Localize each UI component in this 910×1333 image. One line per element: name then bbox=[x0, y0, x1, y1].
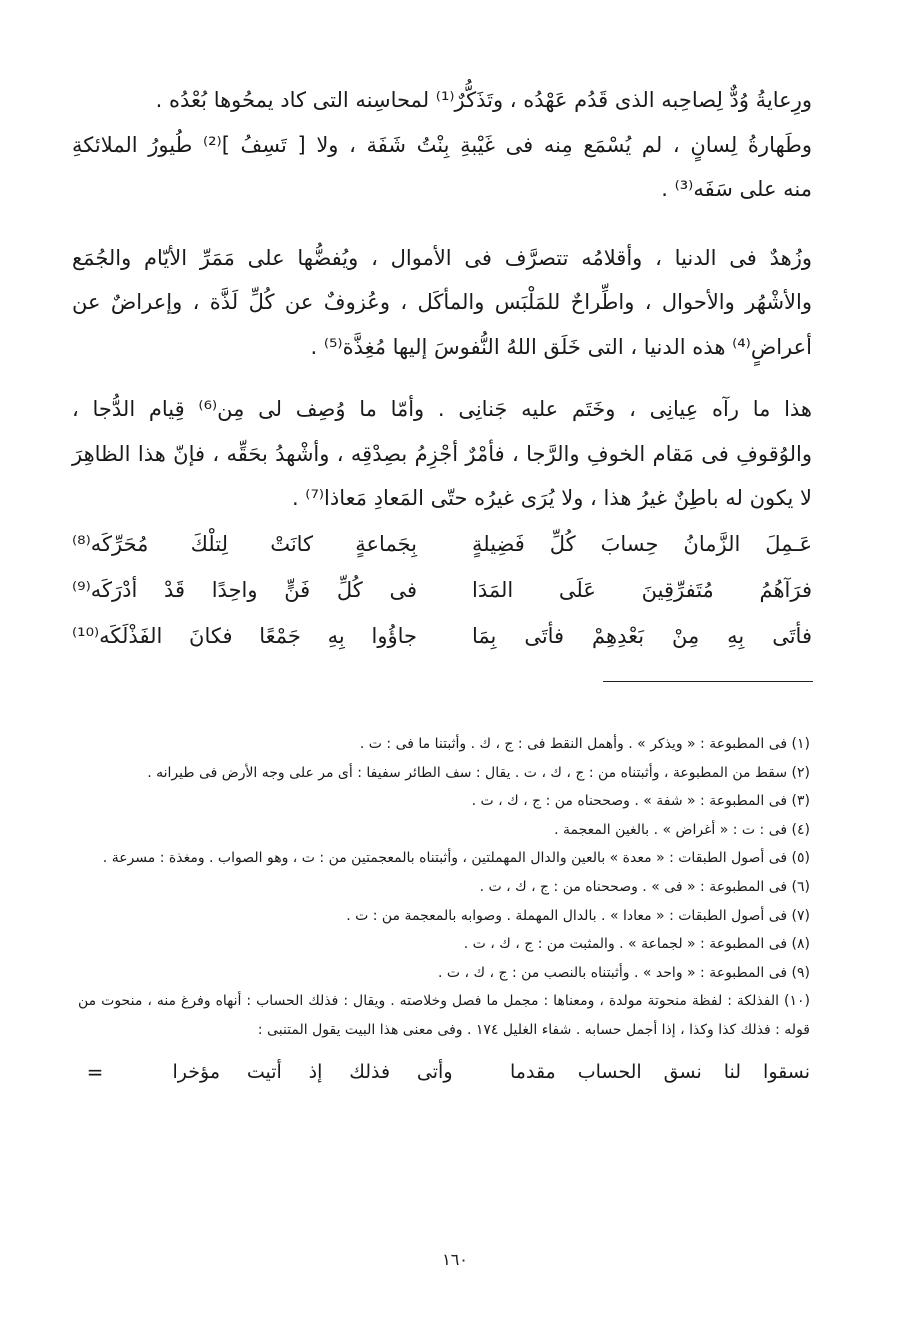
text-line: وزُهدٌ فى الدنيا ، وأقلامُه تتصرَّف فى الأموال ، ويُفضُّها على مَمَرِّ الأيّام والجُمَع bbox=[72, 245, 812, 270]
paragraph bbox=[72, 78, 812, 123]
footnote: (٢) سقط من المطبوعة ، وأثبتناه من : ج ، ك ، ت . يقال : سف الطائر سفيفا : أى مر على وجه الأرض فى طيرانه . bbox=[147, 764, 810, 781]
text-line: وطَهارةُ لِسانٍ ، لم يُسْمَع مِنه فى غَيْبةِ بِنْتُ شَفَة ، ولا [ تَسِفُ ]⁽²⁾ طُيورُ الملائكةِ bbox=[72, 132, 813, 157]
footnote: (٧) فى أصول الطبقات : « معادا » . بالدال المهملة . وصوابه بالمعجمة من : ت . bbox=[346, 907, 810, 924]
footnote: (٨) فى المطبوعة : « لجماعة » . والمثبت من : ج ، ك ، ت . bbox=[463, 936, 810, 953]
closing-verse bbox=[75, 1053, 810, 1093]
page-number: ١٦٠ bbox=[442, 1250, 468, 1269]
verse-first-hemistich: فأتَى بِهِ مِنْ بَعْدِهِمْ فأتَى بِمَا bbox=[472, 623, 812, 648]
footnote: (٩) فى المطبوعة : « واحد » . وأثبتناه بالنصب من : ج ، ك ، ت . bbox=[438, 964, 810, 981]
footnote: (١) فى المطبوعة : « ويذكر » . وأهمل النقط فى : ج ، ك . وأثبتنا ما فى : ت . bbox=[359, 736, 810, 752]
poem-verse bbox=[72, 567, 812, 613]
paragraph bbox=[72, 236, 812, 370]
text-line: أعراضٍ⁽⁴⁾ هذه الدنيا ، التى خَلَق اللهُ النُّفوسَ إليها مُغِذَّة⁽⁵⁾ . bbox=[310, 334, 812, 359]
footnote: (٥) فى أصول الطبقات : « معدة » بالعين والدال المهملتين ، وأثبتناه بالمعجمتين من : ت ، وهو الصواب . ومغذة : مسرعة . bbox=[102, 850, 810, 867]
verse-second-hemistich: فى كُلِّ فَنٍّ واحِدًا قَدْ أدْرَكَه⁽⁹⁾ bbox=[72, 577, 417, 602]
footnote: (٦) فى المطبوعة : « فى » . وصححناه من : ج ، ك ، ت . bbox=[479, 878, 810, 895]
verse-first-hemistich: نسقوا لنا نسق الحساب مقدما bbox=[510, 1061, 810, 1084]
poem-verse bbox=[72, 521, 812, 567]
poem bbox=[72, 521, 812, 659]
text-line: لا يكون له باطِنٌ غيرُ هذا ، ولا يُرَى غيرُه حتّى المَعادِ مَعاذا⁽⁷⁾ . bbox=[291, 486, 812, 510]
footnote: (٤) فى : ت : « أغراض » . بالغين المعجمة . bbox=[554, 821, 810, 838]
verse-second-hemistich: جاؤُوا بِهِ جَمْعًا فكانَ الفَذْلَكَه⁽¹⁰⁾ bbox=[72, 623, 417, 648]
text-line: والأشْهُر والأحوال ، واطِّراحٌ للمَلْبَس والمأكَل ، وعُزوفٌ عن كُلِّ لَذَّة ، وإعراضٌ عن bbox=[72, 290, 812, 314]
verse-first-hemistich: فرَآهُمُ مُتَفرِّقِينَ عَلَى المَدَا bbox=[472, 577, 812, 602]
main-text bbox=[72, 78, 812, 659]
continuation-mark: = bbox=[86, 1060, 104, 1085]
text-line: هذا ما رآه عِيانِى ، وخَتَم عليه جَنانِى . وأمّا ما وُصِف لى مِن⁽⁶⁾ قِيام الدُّجا ، bbox=[72, 397, 813, 421]
footnote-separator bbox=[603, 681, 813, 682]
text-line: والوُقوفِ فى مَقام الخوفِ والرَّجا ، فأمْرٌ أجْزِمُ بصِدْقِه ، وأشْهدُ بحَقِّه ، فإنّ هذا الظاهِرَ bbox=[72, 441, 812, 466]
verse-first-hemistich: عَـمِلَ الزَّمانُ حِسابَ كُلِّ فَضِيلةٍ bbox=[472, 531, 812, 556]
verse-second-hemistich: وأتى فذلك إذ أتيت مؤخرا bbox=[172, 1061, 453, 1084]
verse-second-hemistich: بِجَماعةٍ كانَتْ لِتلْكَ مُحَرِّكَه⁽⁸⁾ bbox=[72, 531, 417, 556]
paragraph bbox=[72, 387, 812, 521]
footnotes bbox=[78, 730, 810, 1093]
paragraph bbox=[72, 123, 812, 212]
text-line: ورِعايةُ وُدٌّ لِصاحِبه الذى قَدُم عَهْدُه ، وتَذَكُّرٌ⁽¹⁾ لمحاسِنه التى كاد يمحُوها بُعْدُه . bbox=[155, 88, 812, 112]
poem-verse bbox=[72, 613, 812, 659]
footnote: (١٠) الفذلكة : لفظة منحوتة مولدة ، ومعناها : مجمل ما فصل وخلاصته . ويقال : فذلك الحساب : أنهاه وفرغ منه ، منحوت من قوله : فذلك كذا وكذا ، إذا أجمل حسابه . شفاء الغليل ١٧٤ . وفى معنى هذا البيت يقول المتنبى : bbox=[78, 993, 810, 1038]
footnote: (٣) فى المطبوعة : « شفة » . وصححناه من : ج ، ك ، ت . bbox=[471, 793, 810, 810]
text-line: منه على سَفَه⁽³⁾ . bbox=[661, 177, 812, 201]
